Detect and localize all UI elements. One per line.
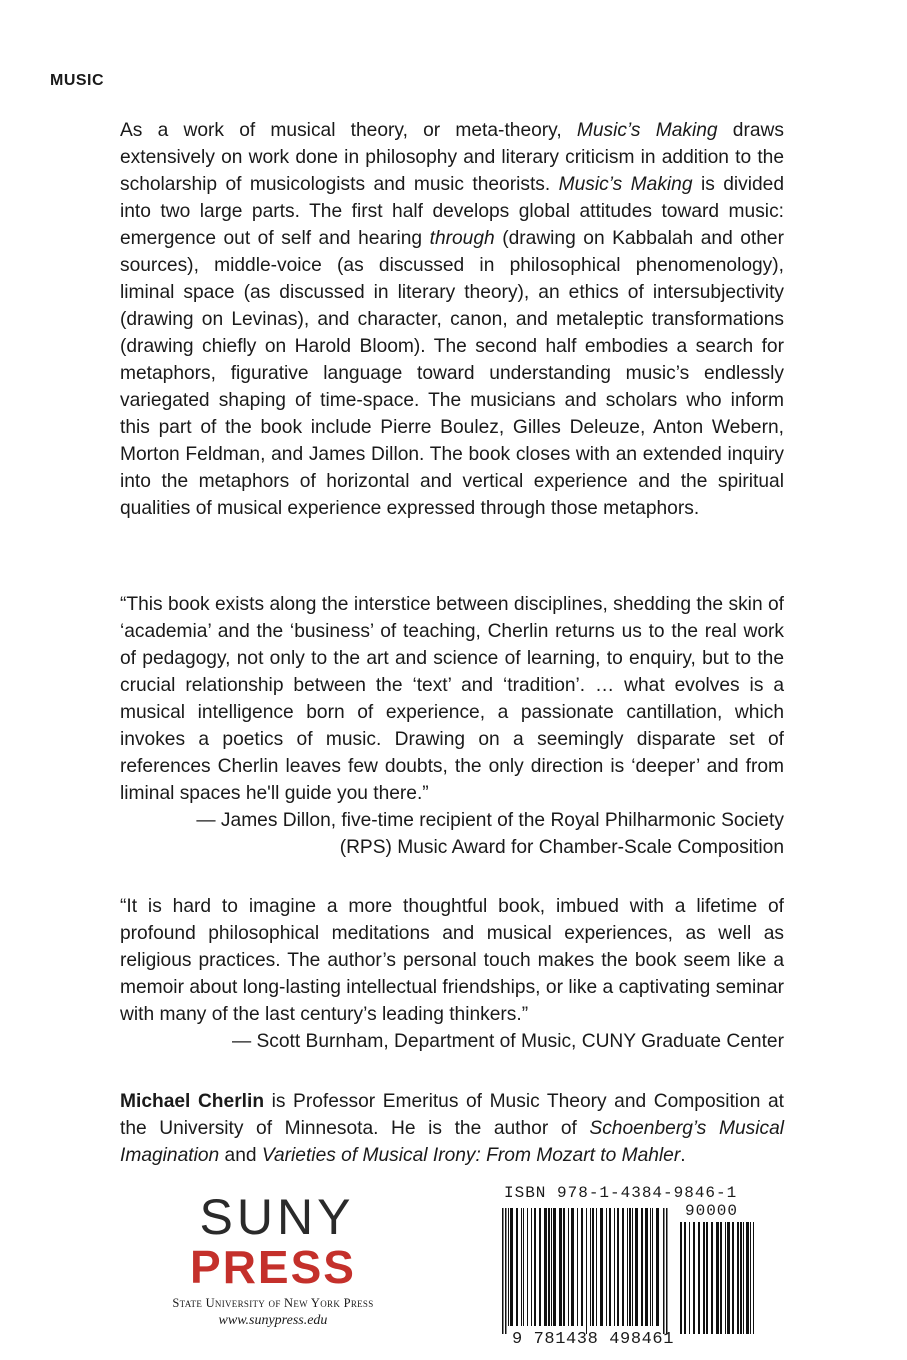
barcode-bar xyxy=(617,1208,619,1326)
barcode-bar xyxy=(600,1208,603,1326)
barcode-bar xyxy=(632,1208,633,1326)
barcode-bar xyxy=(534,1208,536,1326)
barcode-bar xyxy=(663,1208,665,1334)
barcode-bar xyxy=(586,1208,587,1334)
barcode-bar xyxy=(523,1208,524,1326)
barcode-bar xyxy=(563,1208,565,1326)
barcode-bar xyxy=(635,1208,638,1326)
barcode-bar xyxy=(698,1222,700,1334)
barcode-bar xyxy=(743,1222,744,1334)
through-italic: through xyxy=(429,228,495,249)
barcode-bar xyxy=(737,1222,739,1334)
barcode-bar xyxy=(527,1208,528,1326)
publisher-full-name: State University of New York Press xyxy=(172,1296,374,1310)
burnham-quote xyxy=(120,893,784,1055)
barcode-bar xyxy=(746,1222,749,1334)
burnham-quote-text: “It is hard to imagine a more thoughtful book, imbued with a lifetime of profound philosophical meditations and musical experiences, as well as religious practices. The author’s personal touch makes the book seem like a memoir about long-lasting intellectual friendships, or like a captivating seminar with many of the last century’s leading thinkers.” xyxy=(120,896,784,1025)
barcode-bar xyxy=(592,1208,594,1326)
barcode-bar xyxy=(720,1222,722,1334)
barcode-bar xyxy=(740,1222,742,1334)
desc-part-1: As a work of musical theory, or meta-theory, xyxy=(120,120,577,141)
barcode-bar xyxy=(656,1208,659,1326)
barcode-bar xyxy=(753,1222,754,1334)
price-code: 90000 xyxy=(685,1202,739,1220)
barcode-bar xyxy=(590,1208,591,1326)
dillon-quote xyxy=(120,591,784,861)
barcode-bar xyxy=(622,1208,624,1326)
barcode-bar xyxy=(516,1208,518,1326)
barcode-bar xyxy=(666,1208,668,1334)
barcode-bar xyxy=(581,1208,583,1326)
press-wordmark: PRESS xyxy=(190,1241,356,1293)
barcode-bar xyxy=(645,1208,648,1326)
barcode-bar xyxy=(508,1208,509,1326)
category-label: MUSIC xyxy=(50,72,105,89)
barcode-bar xyxy=(596,1208,597,1326)
author-bio xyxy=(120,1088,784,1169)
barcode-bar xyxy=(505,1208,507,1334)
barcode-bar xyxy=(559,1208,562,1326)
desc-part-3: is divided into two large parts. The first half develops global attitudes toward music: emergence out of self and hearing xyxy=(120,174,785,249)
barcode-bar xyxy=(689,1222,690,1334)
barcode-bar xyxy=(652,1208,653,1326)
barcode-bar xyxy=(609,1208,611,1326)
barcode-bar xyxy=(548,1208,550,1326)
isbn-barcode xyxy=(480,1184,780,1356)
barcode-bar xyxy=(693,1222,695,1334)
desc-part-4: (drawing on Kabbalah and other sources), middle-voice (as discussed in philosophical phenomenology), liminal space (as discussed in literary theory), an ethics of intersubjectivity (drawing on Levinas), and character, canon, and metaleptic transformations (drawing chiefly on Harold Bloom). The second half embodies a search for metaphors, figurative language toward understanding music’s endlessly variegated shaping of time-space. The musicians and scholars who inform this part of the book include Pierre Boulez, Gilles Deleuze, Anton Webern, Morton Feldman, and James Dillon. The book closes with an extended inquiry into the metaphors of horizontal and vertical experience and the spiritual qualities of musical experience expressed through those metaphors. xyxy=(120,228,784,519)
barcode-bar xyxy=(571,1208,574,1326)
book-title-italic-2: Music’s Making xyxy=(558,174,693,195)
barcode-bar xyxy=(544,1208,547,1326)
publisher-url: www.sunypress.edu xyxy=(218,1313,328,1328)
barcode-bar xyxy=(725,1222,726,1334)
barcode-bar xyxy=(716,1222,719,1334)
barcode-bar xyxy=(650,1208,651,1326)
barcode-bar xyxy=(531,1208,532,1326)
barcode-bar xyxy=(577,1208,578,1326)
author-name: Michael Cherlin xyxy=(120,1091,265,1112)
barcode-bar xyxy=(521,1208,522,1326)
desc-part-2: draws extensively on work done in philosophy and literary criticism in addition to the scholarship of musicologists and music theorists. xyxy=(120,120,784,195)
barcode-bar xyxy=(703,1222,705,1334)
barcode-bar xyxy=(680,1222,682,1334)
bio-book-1: Schoenberg’s Musical Imagination xyxy=(120,1118,785,1166)
dillon-attribution-line1: — James Dillon, five-time recipient of the Royal Philharmonic Society xyxy=(196,810,784,831)
barcode-bar xyxy=(502,1208,504,1334)
bio-book-2: Varieties of Musical Irony: From Mozart to Mahler xyxy=(261,1145,681,1166)
barcode-bar xyxy=(684,1222,686,1334)
barcode-bar xyxy=(627,1208,628,1326)
dillon-attribution-line2: (RPS) Music Award for Chamber-Scale Composition xyxy=(339,837,784,858)
barcode-bar xyxy=(551,1208,552,1326)
bio-text-3: . xyxy=(680,1145,686,1166)
barcode-bar xyxy=(711,1222,713,1334)
bio-text-1: is Professor Emeritus of Music Theory and Composition at the University of Minnesota. He is the author of xyxy=(120,1091,784,1139)
dillon-quote-text: “This book exists along the interstice between disciplines, shedding the skin of ‘academia’ and the ‘business’ of teaching, Cherlin returns us to the real work of pedagogy, not only to the art and science of learning, to enquiry, but to the crucial relationship between the ‘text’ and ‘tradition’. … what evolves is a musical intelligence born of experience, a passionate cantillation, which invokes a poetics of music. Drawing on a seemingly disparate set of references Cherlin leaves few doubts, the only direction is ‘deeper’ and from liminal spaces he'll guide you there.” xyxy=(120,594,784,804)
barcode-bar xyxy=(629,1208,631,1326)
barcode-bar xyxy=(614,1208,615,1326)
burnham-attribution: — Scott Burnham, Department of Music, CUNY Graduate Center xyxy=(231,1031,784,1052)
barcode-bar xyxy=(568,1208,569,1326)
bio-text-2: and xyxy=(219,1145,262,1166)
book-description xyxy=(120,117,784,522)
barcode-bar xyxy=(510,1208,513,1326)
book-title-italic: Music’s Making xyxy=(576,120,718,141)
suny-press-logo xyxy=(143,1189,403,1329)
barcode-bar xyxy=(539,1208,541,1326)
barcode-bar xyxy=(727,1222,730,1334)
suny-wordmark: SUNY xyxy=(199,1189,355,1245)
barcode-bar xyxy=(641,1208,643,1326)
barcode-bar xyxy=(606,1208,607,1326)
isbn-label: ISBN 978-1-4384-9846-1 xyxy=(504,1184,738,1202)
barcode-bar xyxy=(706,1222,708,1334)
barcode-digits: 9 781438 498461 xyxy=(512,1330,675,1349)
barcode-bar xyxy=(750,1222,751,1334)
barcode-bar xyxy=(553,1208,556,1326)
barcode-bar xyxy=(732,1222,734,1334)
